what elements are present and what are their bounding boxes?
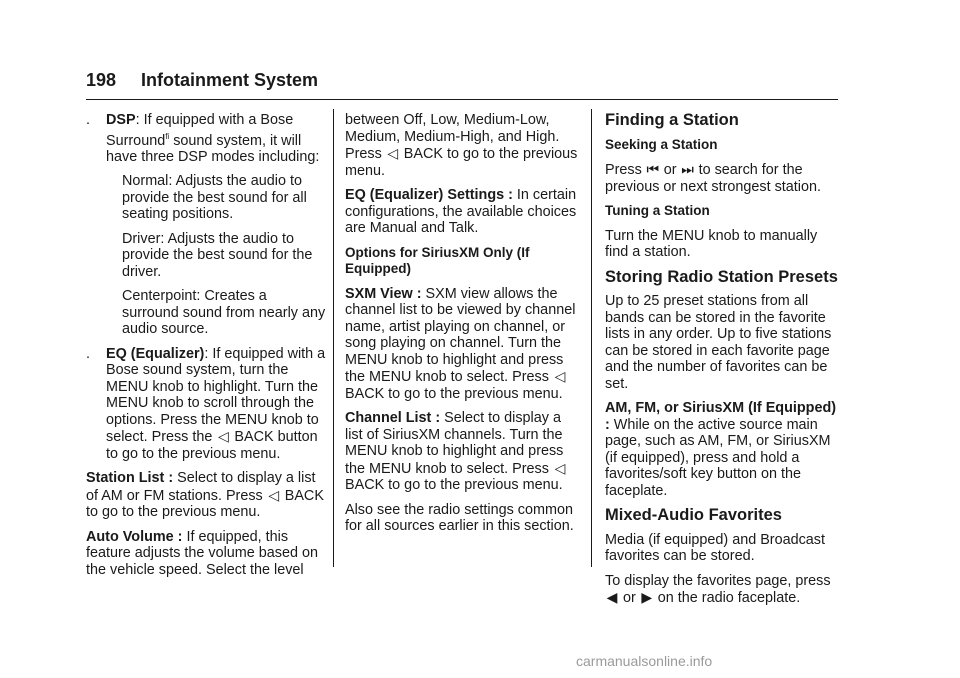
dsp-superscript: fi (165, 131, 170, 141)
back-icon: ◁ (268, 486, 280, 503)
mode-normal: Normal: Adjusts the audio to provide the best sound for all seating positions. (122, 173, 307, 223)
eq-settings-label: EQ (Equalizer) Settings : (345, 187, 513, 203)
column-2 (345, 112, 581, 543)
channel-list-text: Select to display a list of SiriusXM channels. Turn the MENU knob to highlight and press the MENU knob to select. Press (345, 410, 564, 477)
auto-volume-text: If equipped, this feature adjusts the volume based on the vehicle speed. Select the level (86, 528, 318, 578)
am-fm-para (605, 400, 841, 499)
dsp-item (86, 112, 326, 165)
auto-volume-para (86, 529, 326, 579)
eq-label: EQ (Equalizer) (106, 345, 205, 362)
channel-list-text-cont: BACK to go to the previous menu. (345, 477, 563, 493)
eq-settings-para (345, 187, 581, 237)
page-previous-icon: ◀ (606, 589, 618, 605)
auto-volume-label: Auto Volume : (86, 528, 183, 545)
display-or: or (619, 590, 640, 606)
bullet-icon: . (86, 345, 90, 362)
presets-para: Up to 25 preset stations from all bands can be stored in the favorite lists in any order. Up to five stations can be stored in each favorite page and the number of favorites can be set. (605, 293, 832, 392)
display-favorites-para (605, 573, 841, 607)
station-list-para (86, 470, 326, 521)
continuation-text-cont: BACK to go to the previous menu. (345, 146, 578, 179)
channel-list-para (345, 410, 581, 494)
display-favorites-text-cont: on the radio faceplate. (653, 590, 801, 606)
header-rule (86, 99, 838, 100)
sxm-view-label: SXM View : (345, 285, 422, 302)
seek-or: or (659, 162, 681, 178)
seeking-station-heading: Seeking a Station (605, 136, 718, 152)
watermark: carmanualsonline.info (576, 653, 713, 669)
dsp-label: DSP (106, 112, 136, 128)
eq-settings-text: In certain configurations, the available choices are Manual and Talk. (345, 187, 577, 236)
mode-driver: Driver: Adjusts the audio to provide the best sound for the driver. (122, 230, 313, 280)
section-title: Infotainment System (141, 70, 319, 90)
station-list-text-cont: BACK to go to the previous menu. (86, 487, 324, 521)
seek-previous-icon: ⏮ (646, 161, 660, 177)
eq-text: : If equipped with a Bose sound system, turn the MENU knob to highlight. Turn the MENU knob to scroll through the options. Press the MENU knob to select. Press the (106, 345, 326, 446)
mixed-audio-heading: Mixed-Audio Favorites (605, 506, 782, 524)
column-1 (86, 112, 326, 586)
eq-item (86, 346, 326, 463)
also-see-para: Also see the radio settings common for all sources earlier in this section. (345, 501, 574, 534)
station-list-label: Station List : (86, 470, 174, 487)
station-list-text: Select to display a list of AM or FM stations. Press (86, 470, 316, 504)
bullet-icon: . (86, 112, 90, 128)
back-icon: ◁ (554, 459, 566, 476)
back-icon: ◁ (218, 428, 229, 445)
back-icon: ◁ (554, 368, 566, 384)
channel-list-label: Channel List : (345, 410, 441, 426)
mixed-audio-para: Media (if equipped) and Broadcast favorites can be stored. (605, 531, 825, 564)
page-next-icon: ▶ (641, 589, 653, 605)
am-fm-text: While on the active source main page, such as AM, FM, or SiriusXM (if equipped), press and hold a favorites/soft key button on the faceplate. (605, 416, 831, 499)
column-divider (591, 109, 592, 567)
eq-text-cont: BACK button to go to the previous menu. (106, 429, 318, 462)
tuning-station-heading: Tuning a Station (605, 203, 710, 218)
column-3 (605, 112, 841, 615)
seek-text: Press (605, 162, 646, 178)
page-number: 198 (86, 70, 117, 90)
finding-station-heading: Finding a Station (605, 111, 739, 129)
display-favorites-text: To display the favorites page, press (605, 572, 831, 589)
dsp-text-cont: sound system, it will have three DSP modes including: (106, 132, 320, 165)
storing-presets-heading: Storing Radio Station Presets (605, 267, 838, 286)
seek-para (605, 161, 841, 195)
am-fm-label: AM, FM, or SiriusXM (If Equipped) : (605, 400, 837, 433)
dsp-text: : If equipped with a Bose Surround (106, 112, 294, 149)
column-divider (333, 109, 334, 567)
sxm-view-para (345, 286, 581, 403)
page-header (86, 70, 838, 100)
continuation-text: between Off, Low, Medium-Low, Medium, Medium-High, and High. Press (345, 112, 560, 162)
mode-centerpoint: Centerpoint: Creates a surround sound from nearly any audio source. (122, 288, 326, 338)
siriusxm-options-heading: Options for SiriusXM Only (If Equipped) (345, 244, 530, 276)
seek-next-icon: ⏭ (681, 161, 694, 177)
back-icon: ◁ (387, 145, 399, 161)
continuation-para (345, 112, 581, 179)
tuning-para: Turn the MENU knob to manually find a station. (605, 227, 818, 260)
sxm-view-text: SXM view allows the channel list to be viewed by channel name, artist playing on channel, or song playing on channel. Turn the MENU knob to highlight and press the MENU knob to select. Press (345, 285, 576, 385)
seek-text-cont: to search for the previous or next strongest station. (605, 162, 821, 195)
sxm-view-text-cont: BACK to go to the previous menu. (345, 385, 563, 402)
